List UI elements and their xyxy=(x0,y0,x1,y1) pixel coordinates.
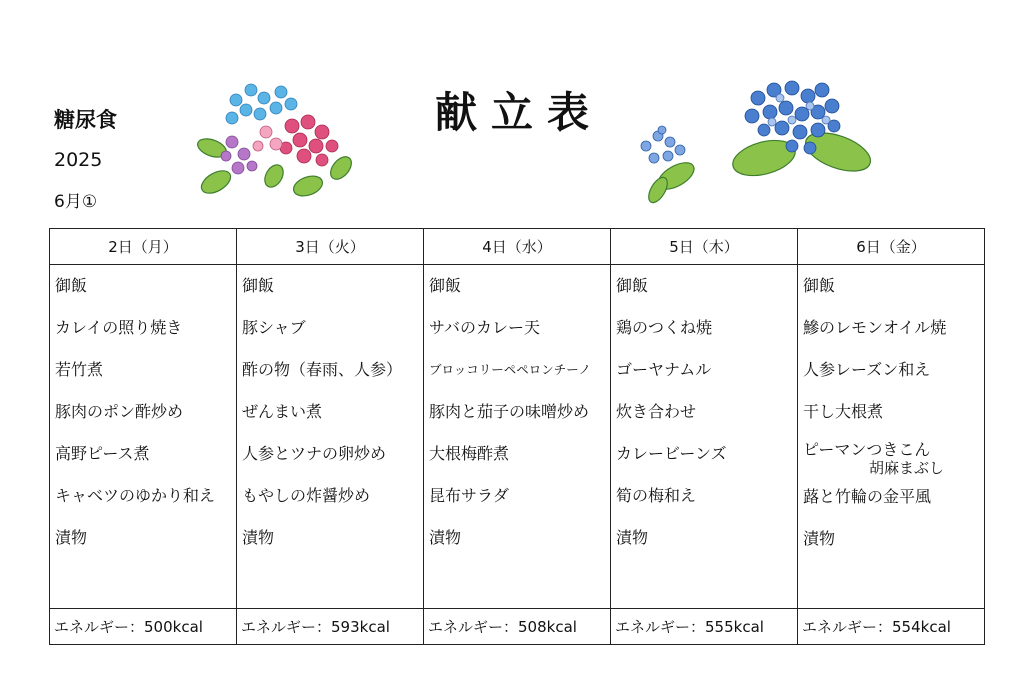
energy-cell-wed: エネルギー：508kcal xyxy=(424,609,611,645)
dish-item: 若竹煮 xyxy=(55,360,104,379)
dish-item: ぜんまい煮 xyxy=(242,402,323,421)
energy-row xyxy=(50,609,985,645)
dishes-cell-tue xyxy=(237,265,424,609)
dish-item: 漬物 xyxy=(616,528,649,547)
dish-item: 昆布サラダ xyxy=(429,486,509,505)
dishes-cell-fri xyxy=(798,265,985,609)
dish-item: 漬物 xyxy=(803,529,836,548)
page-title: 献立表 xyxy=(434,88,603,137)
menu-table xyxy=(49,228,985,645)
dish-item: サバのカレー天 xyxy=(429,318,541,337)
dish-item: 蕗と竹輪の金平風 xyxy=(803,487,932,506)
dishes-row xyxy=(50,265,985,609)
dish-item: 御飯 xyxy=(242,276,275,295)
date-header-wed: 4日（水） xyxy=(424,229,611,265)
date-header-tue: 3日（火） xyxy=(237,229,424,265)
diet-type-label: 糖尿食 xyxy=(54,108,117,132)
dish-item: ゴーヤナムル xyxy=(616,360,712,379)
dish-item: ブロッコリーペペロンチーノ xyxy=(429,362,592,377)
dishes-cell-wed xyxy=(424,265,611,609)
date-header-mon: 2日（月） xyxy=(50,229,237,265)
date-header-row xyxy=(50,229,985,265)
energy-cell-fri: エネルギー：554kcal xyxy=(798,609,985,645)
hydrangea-pink-blue-icon xyxy=(196,76,356,206)
dish-item: カレービーンズ xyxy=(616,444,727,463)
dish-item: 豚肉のポン酢炒め xyxy=(55,402,184,421)
dish-item: 漬物 xyxy=(429,528,462,547)
dish-item: 御飯 xyxy=(616,276,649,295)
year-label: 2025 xyxy=(54,149,103,171)
month-week-label: 6月① xyxy=(54,192,98,212)
dish-item: キャベツのゆかり和え xyxy=(55,486,216,505)
dish-item: 御飯 xyxy=(429,276,462,295)
dish-item: 人参とツナの卵炒め xyxy=(242,444,387,463)
dish-item: 鰺のレモンオイル焼 xyxy=(803,318,947,337)
dishes-cell-mon xyxy=(50,265,237,609)
dish-item: 大根梅酢煮 xyxy=(429,444,510,463)
energy-cell-tue: エネルギー：593kcal xyxy=(237,609,424,645)
dish-item: 人参レーズン和え xyxy=(803,360,931,379)
dish-item: カレイの照り焼き xyxy=(55,318,183,337)
dish-item: 御飯 xyxy=(55,276,88,295)
dishes-cell-thu xyxy=(611,265,798,609)
dish-item: 酢の物（春雨、人参） xyxy=(242,360,403,379)
dish-item: 鶏のつくね焼 xyxy=(616,318,713,337)
hydrangea-blue-icon xyxy=(632,68,882,208)
dish-item: 漬物 xyxy=(242,528,275,547)
date-header-thu: 5日（木） xyxy=(611,229,798,265)
dish-item: 漬物 xyxy=(55,528,88,547)
dish-item: もやしの炸醤炒め xyxy=(242,486,371,505)
date-header-fri: 6日（金） xyxy=(798,229,985,265)
dish-item: 御飯 xyxy=(803,276,836,295)
energy-cell-mon: エネルギー：500kcal xyxy=(50,609,237,645)
dish-item: 炊き合わせ xyxy=(616,402,697,421)
dish-item: 筍の梅和え xyxy=(616,486,697,505)
energy-cell-thu: エネルギー：555kcal xyxy=(611,609,798,645)
dish-item: 高野ピース煮 xyxy=(55,444,150,463)
dish-item: 干し大根煮 xyxy=(803,402,884,421)
dish-item: 豚シャブ xyxy=(242,318,306,337)
dish-item-two-line xyxy=(803,440,980,483)
dish-item-line1: ピーマンつきこん xyxy=(803,440,931,459)
dish-item-line2: 胡麻まぶし xyxy=(869,459,945,477)
dish-item: 豚肉と茄子の味噌炒め xyxy=(429,402,590,421)
